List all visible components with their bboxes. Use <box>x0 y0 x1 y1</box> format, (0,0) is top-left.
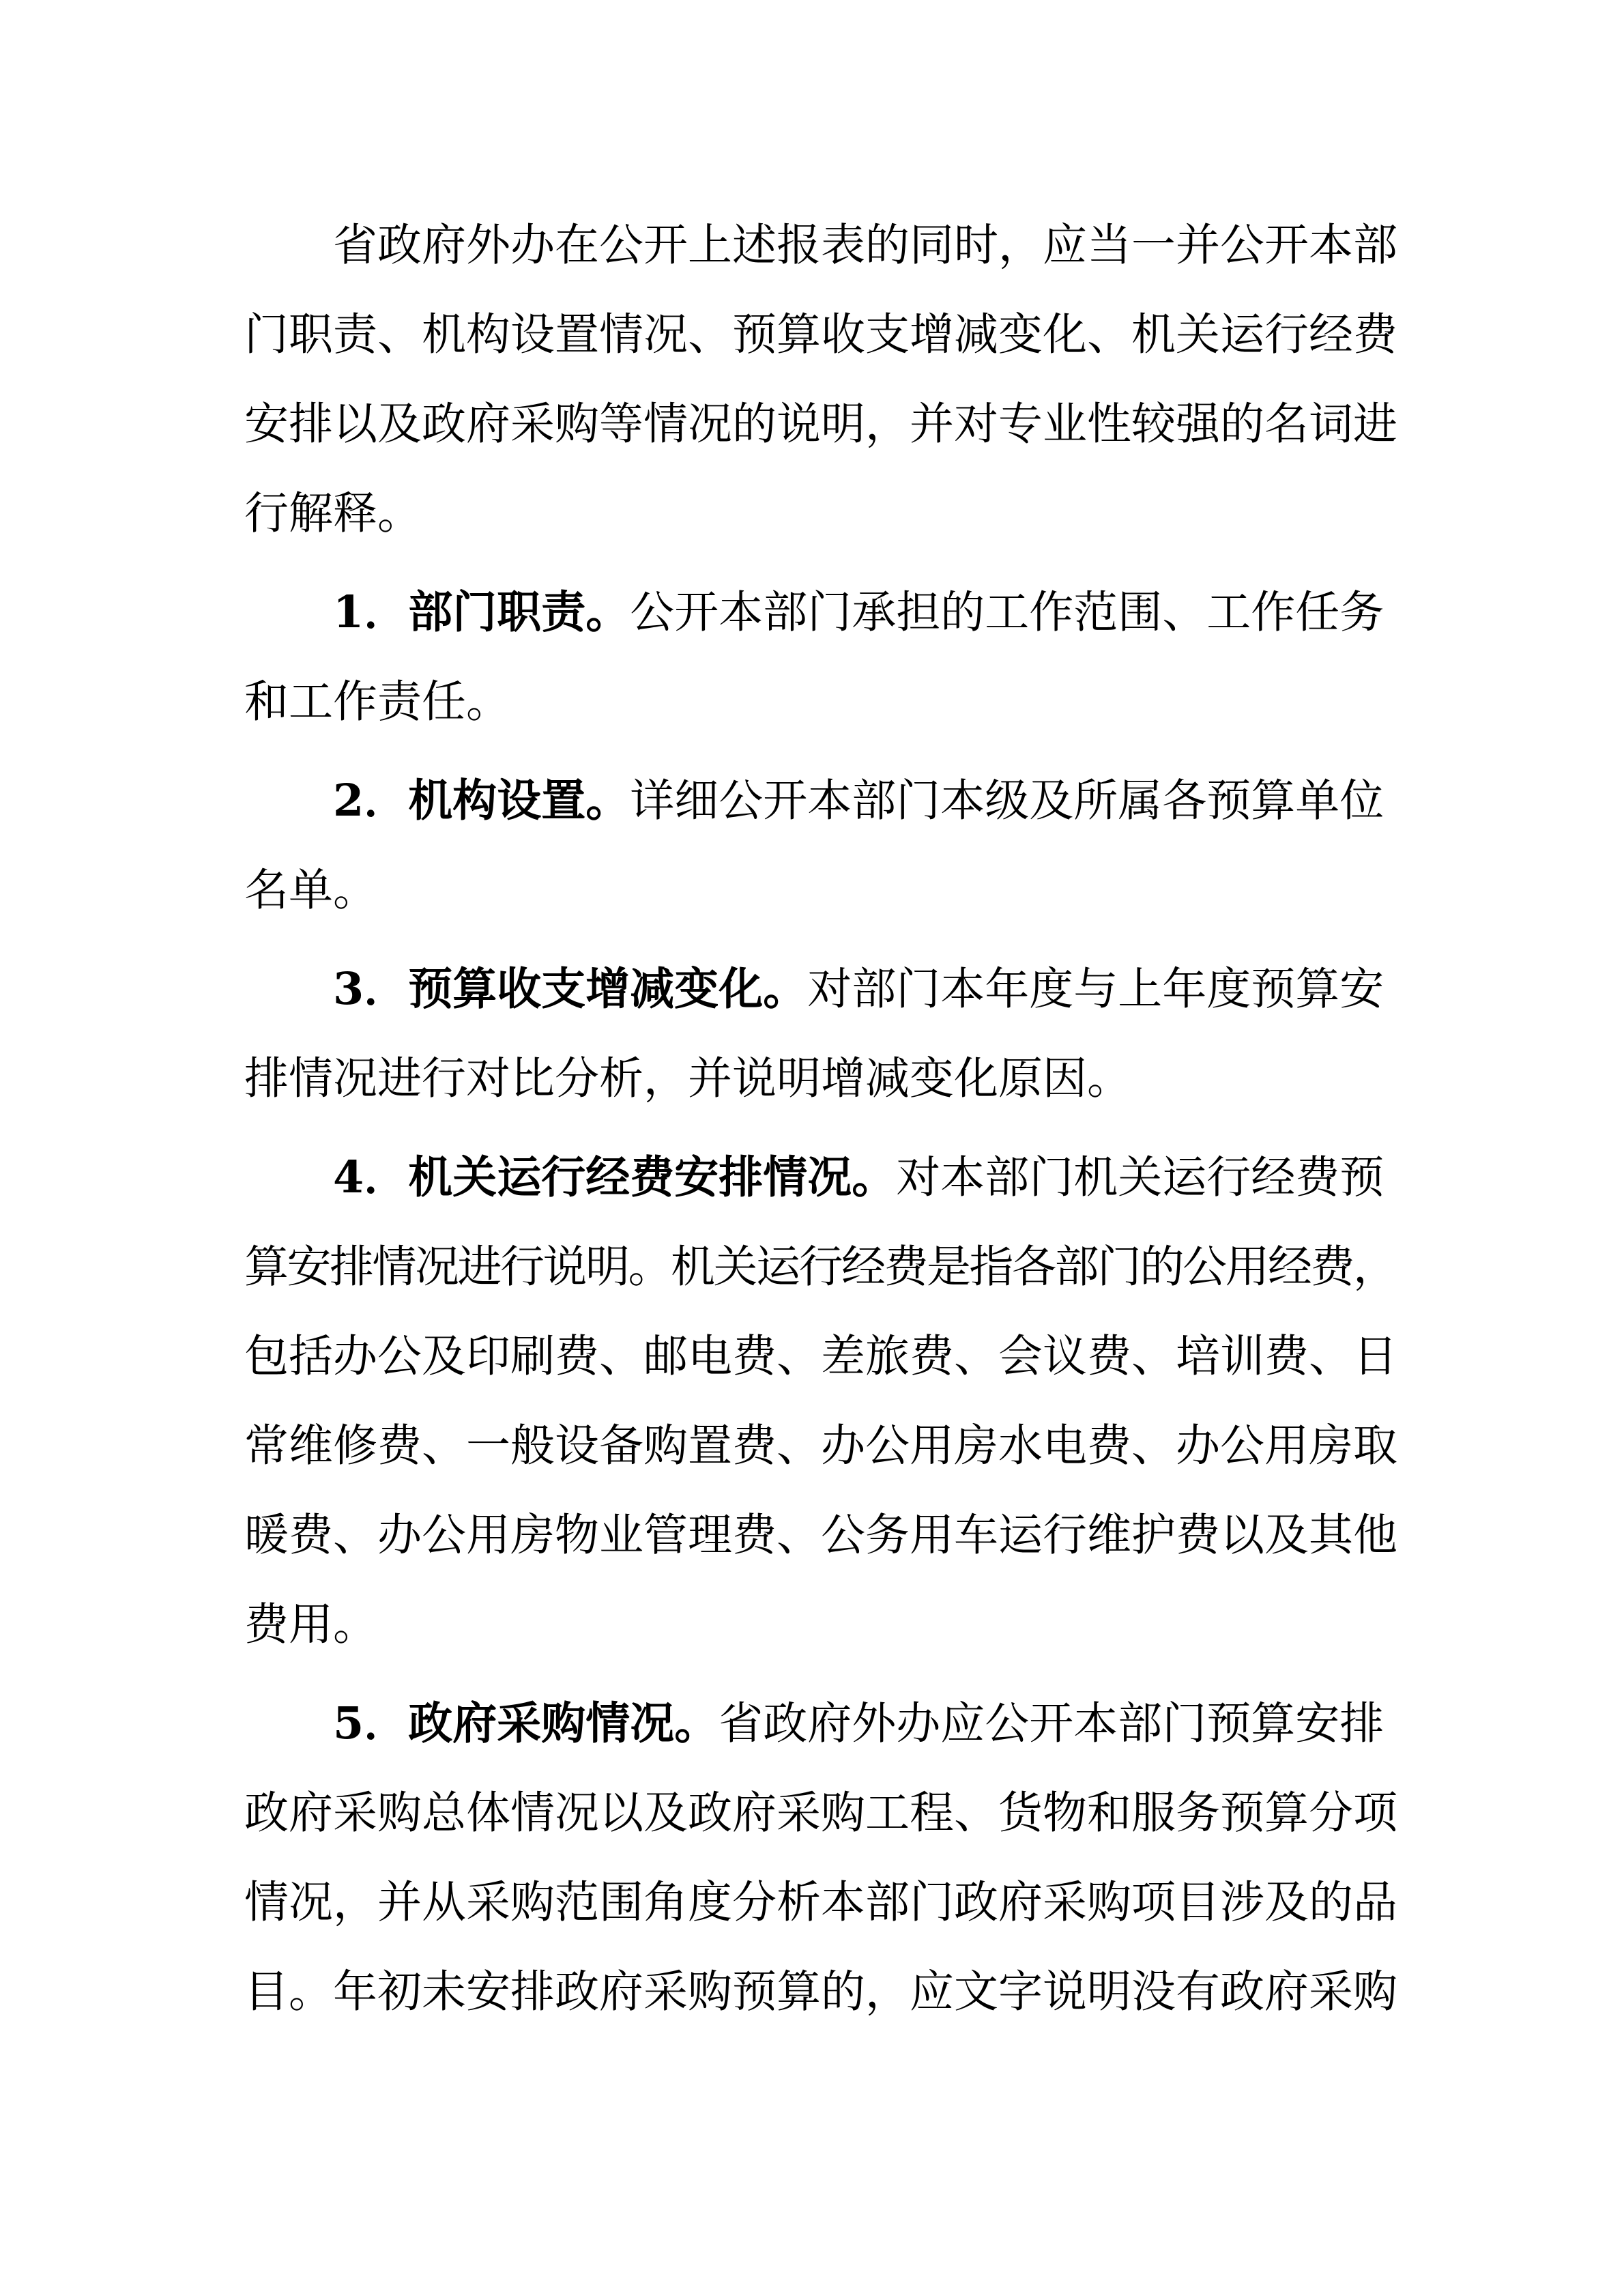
text-line: 目。年初未安排政府采购预算的，应文字说明没有政府采购 <box>244 1966 1398 2018</box>
text-line <box>244 756 1397 846</box>
text-line: 算安排情况进行说明。机关运行经费是指各部门的公用经费， <box>244 1242 1396 1293</box>
section-heading: 政府采购情况。 <box>408 1697 719 1749</box>
line-text: 详细公开本部门本级及所属各预算单位 <box>630 775 1384 827</box>
text-line: 门职责、机构设置情况、预算收支增减变化、机关运行经费 <box>244 309 1398 360</box>
text-line: 和工作责任。 <box>244 676 511 728</box>
line-text: 对部门本年度与上年度预算安 <box>807 964 1384 1015</box>
text-line <box>244 568 1397 657</box>
paragraph-item-1 <box>244 568 1397 747</box>
list-number: 2． <box>333 775 409 827</box>
list-number: 3． <box>333 963 409 1015</box>
text-line: 包括办公及印刷费、邮电费、差旅费、会议费、培训费、日 <box>244 1331 1398 1382</box>
text-line: 费用。 <box>244 1599 378 1650</box>
text-line <box>244 1679 1397 1768</box>
list-number: 4． <box>333 1151 409 1203</box>
section-heading: 预算收支增减变化。 <box>408 963 808 1015</box>
line-text: 公开本部门承担的工作范围、工作任务 <box>630 587 1384 638</box>
text-line: 情况，并从采购范围角度分析本部门政府采购项目涉及的品 <box>244 1877 1398 1928</box>
list-number: 5． <box>333 1697 409 1749</box>
text-line: 暖费、办公用房物业管理费、公务用车运行维护费以及其他 <box>244 1510 1398 1561</box>
line-text: 省政府外办应公开本部门预算安排 <box>719 1698 1384 1749</box>
paragraph-item-3 <box>244 945 1397 1123</box>
paragraph-item-5 <box>244 1679 1397 2037</box>
text-line: 安排以及政府采购等情况的说明，并对专业性较强的名词进 <box>244 399 1398 450</box>
line-text: 对本部门机关运行经费预 <box>896 1152 1384 1203</box>
text-line: 政府采购总体情况以及政府采购工程、货物和服务预算分项 <box>244 1788 1398 1839</box>
document-body <box>244 201 1397 2037</box>
section-heading: 机关运行经费安排情况。 <box>408 1151 897 1203</box>
text-line: 常维修费、一般设备购置费、办公用房水电费、办公用房取 <box>244 1420 1398 1472</box>
text-line <box>244 1133 1397 1222</box>
paragraph-item-4 <box>244 1133 1397 1669</box>
text-line: 行解释。 <box>244 488 422 539</box>
section-heading: 部门职责。 <box>408 586 630 638</box>
text-line <box>244 945 1397 1034</box>
list-number: 1． <box>333 586 409 638</box>
section-heading: 机构设置。 <box>408 775 630 827</box>
paragraph-intro <box>244 201 1397 558</box>
text-line: 排情况进行对比分析，并说明增减变化原因。 <box>244 1053 1132 1104</box>
text-line: 名单。 <box>244 865 378 916</box>
paragraph-item-2 <box>244 756 1397 935</box>
text-line: 省政府外办在公开上述报表的同时，应当一并公开本部 <box>333 220 1398 271</box>
